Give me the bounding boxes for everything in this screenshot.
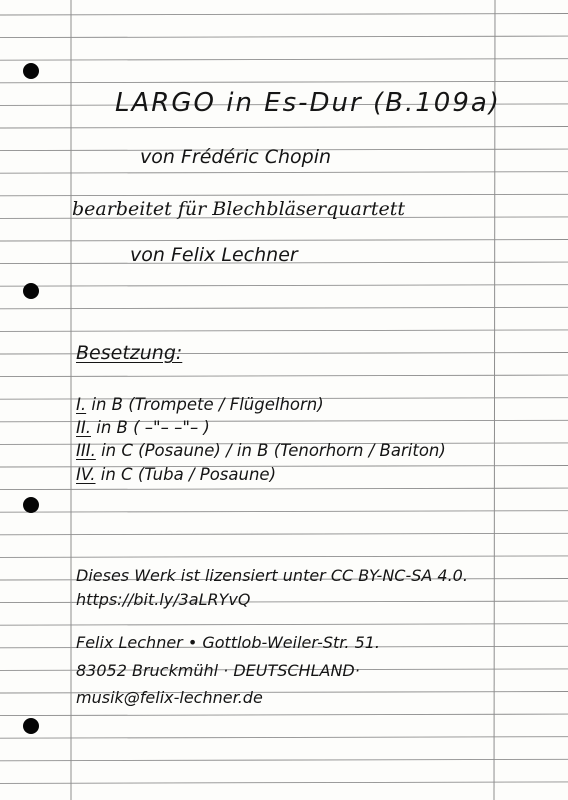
instrument-text: in B (Trompete / Flügelhorn) — [91, 395, 324, 414]
ruled-line-8 — [0, 194, 568, 196]
punch-hole-4 — [23, 718, 39, 734]
ruled-line-13 — [0, 307, 568, 309]
numeral: I. — [76, 395, 87, 414]
ruled-line-21 — [0, 488, 568, 490]
ruled-line-16 — [0, 375, 568, 377]
ruled-line-0 — [0, 14, 568, 16]
ruled-line-24 — [0, 556, 568, 558]
numeral: III. — [76, 441, 96, 460]
contact-name-address: Felix Lechner • Gottlob-Weiler-Str. 51. — [76, 633, 381, 652]
ruled-line-32 — [0, 737, 568, 739]
instrument-text: in B ( –"– –"– ) — [96, 418, 210, 437]
composer: von Frédéric Chopin — [140, 146, 332, 168]
title: LARGO in Es-Dur (B.109a) — [115, 88, 501, 118]
ruled-line-14 — [0, 330, 568, 332]
numeral: IV. — [76, 465, 96, 484]
instrument-line-2 — [76, 418, 210, 437]
arrangement-note: bearbeitet für Blechbläserquartett — [72, 198, 406, 220]
instrument-line-3 — [76, 441, 446, 460]
ruled-line-23 — [0, 533, 568, 535]
ruled-line-10 — [0, 240, 568, 242]
right-margin-line — [494, 0, 495, 800]
ruled-line-3 — [0, 81, 568, 83]
ruled-line-22 — [0, 511, 568, 513]
license-line: Dieses Werk ist lizensiert unter CC BY-NC-SA 4.0. — [76, 566, 468, 585]
ruled-line-5 — [0, 127, 568, 129]
instrument-text: in C (Posaune) / in B (Tenorhorn / Bariton) — [101, 441, 446, 460]
numeral: II. — [76, 418, 91, 437]
ruled-line-1 — [0, 36, 568, 38]
instrumentation-heading: Besetzung: — [76, 342, 183, 364]
instrument-text: in C (Tuba / Posaune) — [100, 465, 277, 484]
ruled-line-34 — [0, 782, 568, 784]
arranger: von Felix Lechner — [130, 244, 298, 266]
instrument-line-1 — [76, 395, 324, 414]
license-link: https://bit.ly/3aLRYvQ — [76, 590, 251, 609]
ruled-line-33 — [0, 759, 568, 761]
punch-hole-2 — [23, 283, 39, 299]
ruled-line-27 — [0, 624, 568, 626]
ruled-line-31 — [0, 714, 568, 716]
punch-hole-1 — [23, 63, 39, 79]
ruled-line-12 — [0, 285, 568, 287]
ruled-line-7 — [0, 172, 568, 174]
punch-hole-3 — [23, 497, 39, 513]
contact-email: musik@felix-lechner.de — [76, 688, 263, 707]
instrument-line-4 — [76, 465, 276, 484]
ruled-line-2 — [0, 59, 568, 61]
contact-city: 83052 Bruckmühl · DEUTSCHLAND· — [76, 661, 360, 680]
